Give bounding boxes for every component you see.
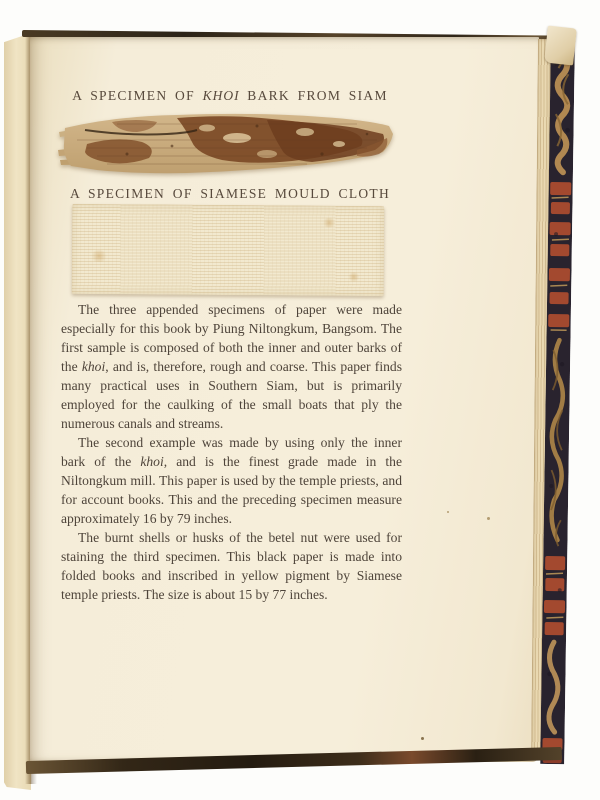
heading-mould-cloth: A SPECIMEN OF SIAMESE MOULD CLOTH <box>69 186 391 201</box>
vellum-cover-corner <box>544 26 577 66</box>
paper-speck <box>487 517 490 520</box>
cloth-stain <box>348 272 360 282</box>
body-text-block <box>61 300 402 604</box>
paragraph-1: The three appended specimens of paper were made especially for this book by Piung Niltongkum, Bangsom. The first sample is composed of both the inner and outer barks of the khoi, and is, therefore, rough and coarse. This paper finds many practical uses in Southern Siam, but is primarily employed for the caulking of the small boats that ply the numerous canals and streams. <box>61 302 402 431</box>
paper-speck <box>447 511 449 513</box>
cloth-stain <box>322 218 336 228</box>
heading-khoi-bark: A SPECIMEN OF KHOI BARK FROM SIAM <box>72 88 388 103</box>
cloth-stain <box>90 250 108 262</box>
paper-speck <box>421 737 424 740</box>
mould-cloth-specimen <box>72 204 385 296</box>
paragraph-3: The burnt shells or husks of the betel nut were used for staining the third specimen. This black paper is made into folded books and inscribed in yellow pigment by Siamese temple priests. The size is about 15 by 77 inches. <box>61 530 402 602</box>
khoi-bark-specimen <box>57 110 395 180</box>
paragraph-2: The second example was made by using only the inner bark of the khoi, and is the finest grade made in the Niltongkum mill. This paper is used by the temple priests, and for account books. This and the preceding specimen measure approximately 16 by 79 inches. <box>61 435 402 526</box>
